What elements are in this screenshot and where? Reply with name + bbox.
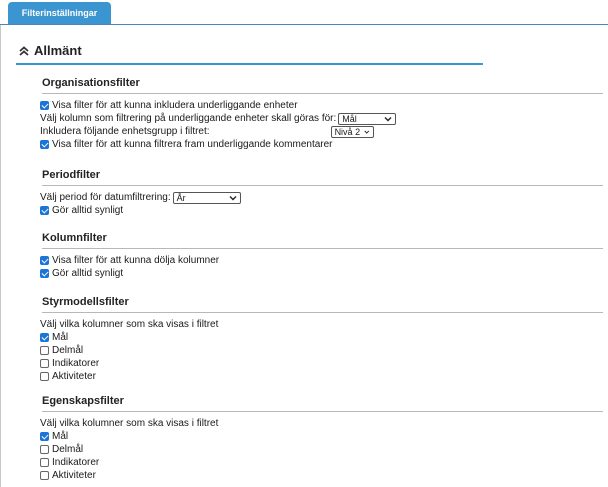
- option-label: Delmål: [52, 345, 84, 356]
- option-label: Gör alltid synligt: [52, 268, 124, 279]
- group-organisationsfilter: [40, 73, 603, 151]
- group-kolumnfilter: [40, 228, 603, 280]
- option-label: Indikatorer: [52, 457, 100, 468]
- option-aktiviteter[interactable]: [40, 370, 603, 383]
- tab-bar: [0, 0, 608, 25]
- checkbox[interactable]: [40, 333, 49, 342]
- option-indikatorer[interactable]: [40, 357, 603, 370]
- option-label: Aktiviteter: [52, 470, 96, 481]
- option-label: Aktiviteter: [52, 371, 96, 382]
- option-label: Gör alltid synligt: [52, 205, 124, 216]
- chevron-down-icon: [229, 195, 237, 201]
- instruction-text: Välj vilka kolumner som ska visas i filtret: [40, 418, 219, 429]
- option-show-sub-comments[interactable]: [40, 138, 603, 151]
- option-aktiviteter[interactable]: [40, 469, 603, 482]
- option-label: Visa filter för att kunna dölja kolumner: [52, 255, 220, 266]
- option-mal[interactable]: [40, 430, 603, 443]
- checkbox[interactable]: [40, 101, 49, 110]
- checkbox[interactable]: [40, 346, 49, 355]
- panel-border: [0, 25, 1, 487]
- unit-group-select[interactable]: [331, 126, 374, 138]
- instruction-text: Välj vilka kolumner som ska visas i filtret: [40, 319, 219, 330]
- checkbox[interactable]: [40, 445, 49, 454]
- checkbox[interactable]: [40, 269, 49, 278]
- group-title: Kolumnfilter: [42, 228, 603, 249]
- option-label: Delmål: [52, 444, 84, 455]
- group-title: Organisationsfilter: [42, 73, 603, 94]
- checkbox[interactable]: [40, 206, 49, 215]
- filter-column-label: Välj kolumn som filtrering på underliggande enheter skall göras för:: [40, 113, 337, 124]
- checkbox[interactable]: [40, 432, 49, 441]
- option-delmal[interactable]: [40, 344, 603, 357]
- period-label: Välj period för datumfiltrering:: [40, 192, 171, 203]
- section-header-allmant[interactable]: [16, 38, 483, 65]
- option-label: Mål: [52, 332, 69, 343]
- group-periodfilter: [40, 165, 603, 217]
- filter-column-select[interactable]: [338, 113, 396, 125]
- unit-group-label: Inkludera följande enhetsgrupp i filtret:: [40, 126, 210, 137]
- option-hide-columns[interactable]: [40, 254, 603, 267]
- group-title: Styrmodellsfilter: [42, 292, 603, 313]
- period-row: [40, 191, 603, 204]
- option-label: Visa filter för att kunna inkludera underliggande enheter: [52, 100, 298, 111]
- option-always-visible[interactable]: [40, 204, 603, 217]
- option-show-sub-units[interactable]: [40, 99, 603, 112]
- checkbox[interactable]: [40, 359, 49, 368]
- filter-column-row: [40, 112, 603, 125]
- option-mal[interactable]: [40, 331, 603, 344]
- group-title: Egenskapsfilter: [42, 391, 603, 412]
- option-label: Visa filter för att kunna filtrera fram underliggande kommentarer: [52, 139, 333, 150]
- checkbox[interactable]: [40, 471, 49, 480]
- chevron-down-icon: [364, 129, 369, 135]
- checkbox[interactable]: [40, 372, 49, 381]
- checkbox[interactable]: [40, 458, 49, 467]
- section-title: Allmänt: [34, 43, 82, 58]
- checkbox[interactable]: [40, 256, 49, 265]
- option-indikatorer[interactable]: [40, 456, 603, 469]
- double-chevron-up-icon[interactable]: [18, 45, 30, 57]
- group-styrmodellsfilter: [40, 292, 603, 383]
- chevron-down-icon: [384, 116, 392, 122]
- group-title: Periodfilter: [42, 165, 603, 186]
- select-value: Nivå 2: [334, 126, 361, 137]
- checkbox[interactable]: [40, 140, 49, 149]
- select-value: År: [176, 192, 186, 203]
- option-label: Indikatorer: [52, 358, 100, 369]
- unit-group-row: [40, 125, 603, 138]
- option-delmal[interactable]: [40, 443, 603, 456]
- option-always-visible[interactable]: [40, 267, 603, 280]
- group-egenskapsfilter: [40, 391, 603, 482]
- option-label: Mål: [52, 431, 69, 442]
- tab-filterinstallningar[interactable]: Filterinställningar: [8, 2, 111, 24]
- select-value: Mål: [342, 113, 357, 124]
- period-select[interactable]: [173, 192, 241, 204]
